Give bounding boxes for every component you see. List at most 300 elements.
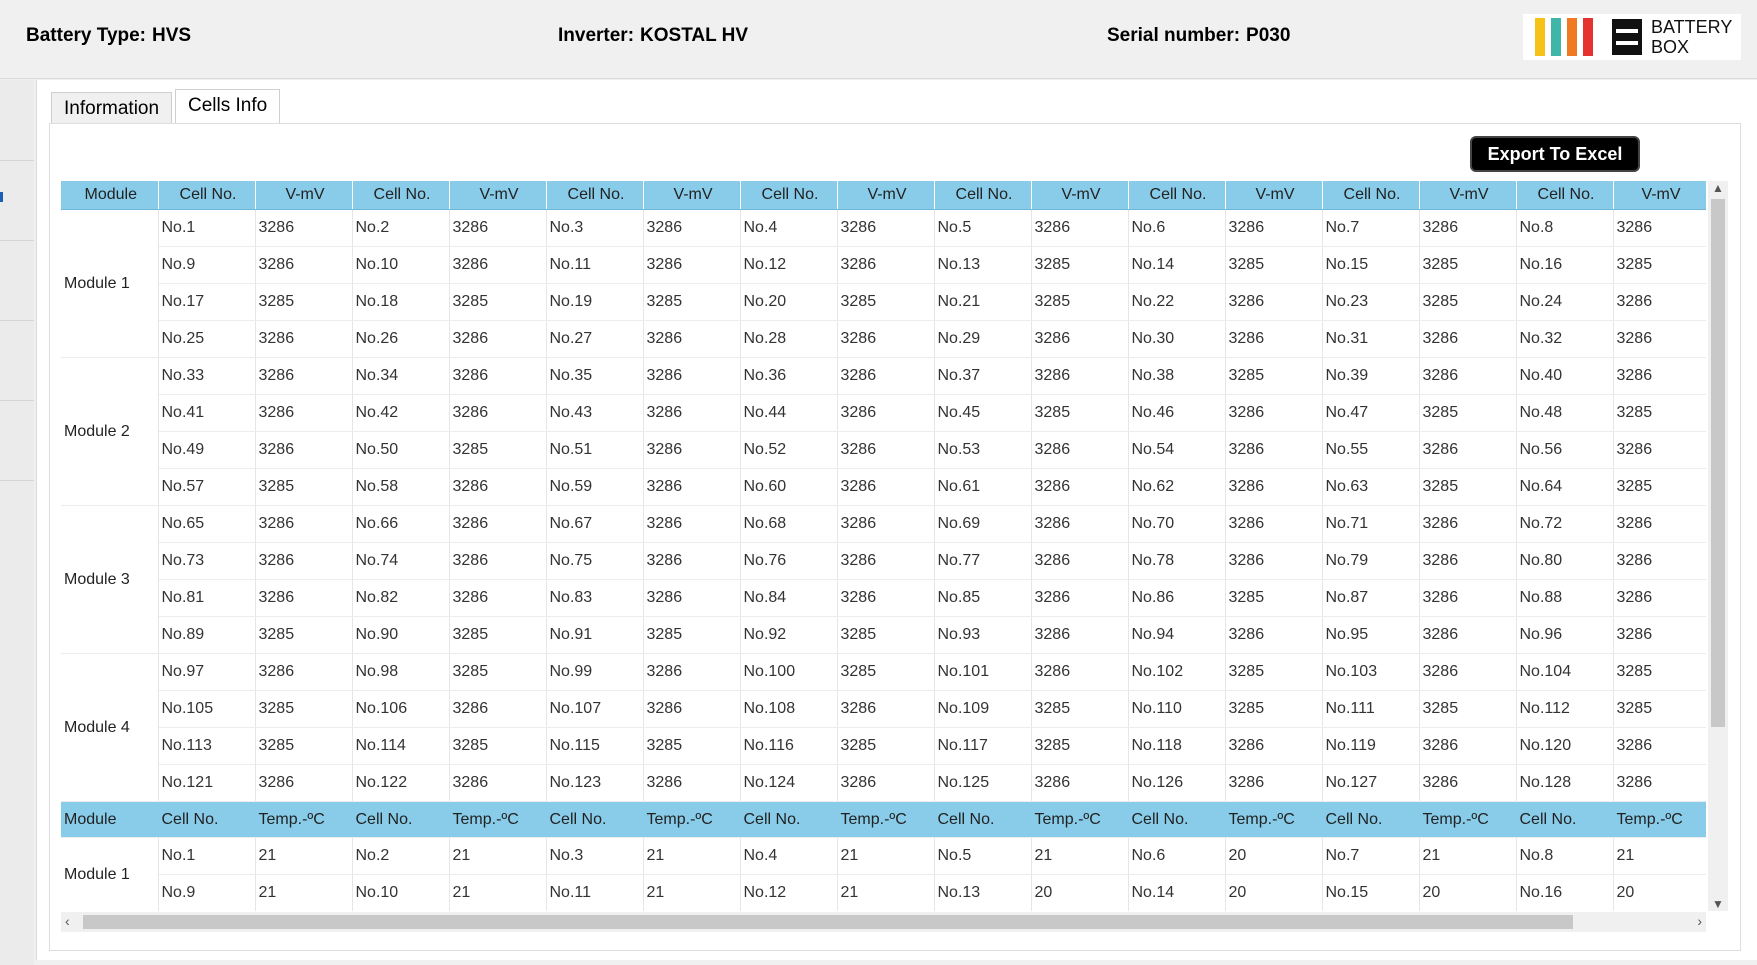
- cell-voltage: 3286: [837, 247, 934, 284]
- cell-voltage: 3286: [255, 543, 352, 580]
- cell-number: No.8: [1516, 838, 1613, 875]
- cell-voltage: 3286: [1613, 432, 1706, 469]
- cell-number: No.53: [934, 432, 1031, 469]
- cell-number: No.6: [1128, 210, 1225, 247]
- cell-number: No.115: [546, 728, 643, 765]
- cell-number: No.5: [934, 210, 1031, 247]
- column-header: V-mV: [255, 181, 352, 210]
- cell-number: No.97: [158, 654, 255, 691]
- cell-voltage: 3285: [449, 654, 546, 691]
- cell-number: No.29: [934, 321, 1031, 358]
- cell-voltage: 3286: [1225, 321, 1322, 358]
- cell-voltage: 3286: [837, 210, 934, 247]
- cell-number: No.15: [1322, 875, 1419, 912]
- sidebar-indicator: [0, 192, 3, 202]
- cell-number: No.103: [1322, 654, 1419, 691]
- cell-voltage: 3286: [1419, 728, 1516, 765]
- cell-number: No.119: [1322, 728, 1419, 765]
- cell-voltage: 3286: [1613, 543, 1706, 580]
- cell-voltage: 3286: [837, 580, 934, 617]
- cell-number: No.12: [740, 247, 837, 284]
- cell-voltage: 3286: [1225, 210, 1322, 247]
- cell-number: No.79: [1322, 543, 1419, 580]
- logo-line1: BATTERY: [1651, 17, 1733, 37]
- column-header: Temp.-ºC: [1225, 802, 1322, 838]
- cell-temperature: 20: [1225, 875, 1322, 912]
- cell-number: No.105: [158, 691, 255, 728]
- cell-temperature: 21: [449, 838, 546, 875]
- cell-voltage: 3286: [1419, 654, 1516, 691]
- cell-number: No.7: [1322, 210, 1419, 247]
- cell-temperature: 21: [255, 875, 352, 912]
- cell-number: No.14: [1128, 247, 1225, 284]
- cell-number: No.9: [158, 247, 255, 284]
- column-header: Temp.-ºC: [1419, 802, 1516, 838]
- cell-number: No.106: [352, 691, 449, 728]
- cell-number: No.107: [546, 691, 643, 728]
- column-header: Cell No.: [546, 802, 643, 838]
- cell-number: No.67: [546, 506, 643, 543]
- cell-voltage: 3286: [255, 247, 352, 284]
- cell-number: No.17: [158, 284, 255, 321]
- cell-number: No.6: [1128, 838, 1225, 875]
- table-row: [61, 247, 1706, 284]
- cell-number: No.55: [1322, 432, 1419, 469]
- cell-number: No.101: [934, 654, 1031, 691]
- cell-temperature: 21: [643, 875, 740, 912]
- column-header: V-mV: [449, 181, 546, 210]
- table-row: [61, 580, 1706, 617]
- cell-voltage: 3285: [643, 284, 740, 321]
- cell-voltage: 3286: [255, 580, 352, 617]
- cell-voltage: 3286: [643, 654, 740, 691]
- column-header: Module: [61, 181, 158, 210]
- header-row: [61, 802, 1706, 838]
- cell-number: No.10: [352, 875, 449, 912]
- cell-number: No.10: [352, 247, 449, 284]
- horizontal-scrollbar[interactable]: [61, 912, 1706, 932]
- cell-temperature: 21: [837, 838, 934, 875]
- column-header: Temp.-ºC: [255, 802, 352, 838]
- column-header: Cell No.: [740, 181, 837, 210]
- inverter-value: KOSTAL HV: [640, 25, 749, 46]
- cell-voltage: 3286: [255, 358, 352, 395]
- cell-number: No.71: [1322, 506, 1419, 543]
- logo-bar-yellow: [1535, 18, 1545, 56]
- column-header: Temp.-ºC: [837, 802, 934, 838]
- cell-voltage: 3286: [1613, 617, 1706, 654]
- cell-voltage: 3285: [1225, 247, 1322, 284]
- cell-voltage: 3286: [1613, 506, 1706, 543]
- cell-voltage: 3286: [1613, 321, 1706, 358]
- cell-voltage: 3286: [643, 432, 740, 469]
- cell-voltage: 3285: [1419, 691, 1516, 728]
- scroll-left-icon[interactable]: ‹: [65, 913, 70, 929]
- cell-voltage: 3286: [1613, 210, 1706, 247]
- battery-type: [26, 25, 191, 47]
- cell-voltage: 3286: [1613, 728, 1706, 765]
- cell-number: No.93: [934, 617, 1031, 654]
- column-header: Cell No.: [1128, 181, 1225, 210]
- cell-number: No.21: [934, 284, 1031, 321]
- sidebar-divider: [0, 320, 34, 321]
- cell-voltage: 3286: [643, 543, 740, 580]
- cell-voltage: 3285: [1613, 654, 1706, 691]
- cell-voltage: 3285: [837, 728, 934, 765]
- cell-number: No.56: [1516, 432, 1613, 469]
- cell-number: No.45: [934, 395, 1031, 432]
- cell-number: No.16: [1516, 875, 1613, 912]
- cell-number: No.9: [158, 875, 255, 912]
- cell-voltage: 3286: [449, 210, 546, 247]
- column-header: V-mV: [1225, 181, 1322, 210]
- sidebar-divider: [0, 480, 34, 481]
- table-row: [61, 432, 1706, 469]
- cell-number: No.83: [546, 580, 643, 617]
- cell-voltage: 3286: [449, 321, 546, 358]
- cell-voltage: 3286: [1031, 321, 1128, 358]
- cell-voltage: 3286: [643, 765, 740, 802]
- cell-number: No.57: [158, 469, 255, 506]
- cell-number: No.22: [1128, 284, 1225, 321]
- cell-number: No.58: [352, 469, 449, 506]
- column-header: V-mV: [1613, 181, 1706, 210]
- cell-number: No.2: [352, 838, 449, 875]
- cell-voltage: 3286: [1031, 617, 1128, 654]
- cell-number: No.87: [1322, 580, 1419, 617]
- cell-voltage: 3286: [1031, 210, 1128, 247]
- cell-number: No.121: [158, 765, 255, 802]
- cell-temperature: 21: [1613, 838, 1706, 875]
- cell-number: No.20: [740, 284, 837, 321]
- cell-number: No.75: [546, 543, 643, 580]
- cell-number: No.4: [740, 210, 837, 247]
- cell-temperature: 20: [1419, 875, 1516, 912]
- cell-number: No.113: [158, 728, 255, 765]
- scroll-right-icon[interactable]: ›: [1697, 913, 1702, 929]
- cell-number: No.51: [546, 432, 643, 469]
- cell-number: No.123: [546, 765, 643, 802]
- module-label: Module 1: [61, 838, 158, 912]
- cell-number: No.80: [1516, 543, 1613, 580]
- cell-voltage: 3286: [449, 580, 546, 617]
- column-header: Cell No.: [1516, 802, 1613, 838]
- vertical-scroll-thumb[interactable]: [1711, 199, 1725, 727]
- logo-text: [1651, 17, 1732, 57]
- cell-voltage: 3286: [1031, 654, 1128, 691]
- cell-voltage: 3286: [1613, 284, 1706, 321]
- table-row: [61, 838, 1706, 875]
- cell-voltage: 3285: [1419, 247, 1516, 284]
- cell-number: No.7: [1322, 838, 1419, 875]
- cell-number: No.111: [1322, 691, 1419, 728]
- sidebar-divider: [0, 240, 34, 241]
- column-header: Cell No.: [1516, 181, 1613, 210]
- cell-number: No.81: [158, 580, 255, 617]
- cell-number: No.50: [352, 432, 449, 469]
- cell-number: No.114: [352, 728, 449, 765]
- cell-voltage: 3286: [837, 395, 934, 432]
- cell-voltage: 3285: [255, 284, 352, 321]
- horizontal-scroll-thumb[interactable]: [83, 915, 1573, 929]
- export-to-excel-button[interactable]: Export To Excel: [1470, 136, 1640, 172]
- cell-voltage: 3285: [1225, 580, 1322, 617]
- scroll-up-icon[interactable]: ▲: [1712, 181, 1724, 195]
- cell-number: No.1: [158, 210, 255, 247]
- cell-number: No.69: [934, 506, 1031, 543]
- cell-number: No.116: [740, 728, 837, 765]
- cell-voltage: 3286: [1419, 358, 1516, 395]
- cell-number: No.84: [740, 580, 837, 617]
- cell-number: No.16: [1516, 247, 1613, 284]
- table-row: [61, 765, 1706, 802]
- cell-voltage: 3286: [1031, 580, 1128, 617]
- cell-number: No.42: [352, 395, 449, 432]
- left-sidebar: [0, 80, 34, 965]
- table-row: [61, 321, 1706, 358]
- cell-voltage: 3286: [255, 321, 352, 358]
- module-label: Module 1: [61, 210, 158, 358]
- column-header: Cell No.: [740, 802, 837, 838]
- table-row: [61, 210, 1706, 247]
- cell-voltage: 3286: [1031, 469, 1128, 506]
- cell-number: No.37: [934, 358, 1031, 395]
- column-header: Temp.-ºC: [1031, 802, 1128, 838]
- cell-voltage: 3285: [449, 284, 546, 321]
- cell-voltage: 3285: [1613, 395, 1706, 432]
- cell-temperature: 20: [1613, 875, 1706, 912]
- cell-voltage: 3285: [1419, 469, 1516, 506]
- vertical-scrollbar[interactable]: [1708, 181, 1728, 911]
- cell-voltage: 3285: [643, 728, 740, 765]
- column-header: Cell No.: [158, 181, 255, 210]
- cell-voltage: 3286: [1031, 432, 1128, 469]
- cell-voltage: 3285: [1613, 691, 1706, 728]
- cell-number: No.74: [352, 543, 449, 580]
- cell-voltage: 3285: [1225, 654, 1322, 691]
- cell-number: No.78: [1128, 543, 1225, 580]
- inverter: [558, 25, 748, 47]
- table-row: [61, 358, 1706, 395]
- cell-number: No.112: [1516, 691, 1613, 728]
- cell-number: No.15: [1322, 247, 1419, 284]
- table-row: [61, 654, 1706, 691]
- cell-temperature: 21: [643, 838, 740, 875]
- cell-number: No.122: [352, 765, 449, 802]
- cell-voltage: 3286: [449, 358, 546, 395]
- table-row: [61, 875, 1706, 912]
- cell-voltage: 3286: [837, 321, 934, 358]
- cell-number: No.24: [1516, 284, 1613, 321]
- column-header: Cell No.: [352, 802, 449, 838]
- cell-voltage: 3285: [255, 617, 352, 654]
- cell-voltage: 3286: [1031, 358, 1128, 395]
- cell-voltage: 3286: [255, 654, 352, 691]
- cell-number: No.126: [1128, 765, 1225, 802]
- cell-number: No.61: [934, 469, 1031, 506]
- cell-number: No.68: [740, 506, 837, 543]
- cell-voltage: 3286: [837, 543, 934, 580]
- cell-number: No.1: [158, 838, 255, 875]
- logo-bar-orange: [1567, 18, 1577, 56]
- cell-voltage: 3285: [1419, 284, 1516, 321]
- cell-number: No.52: [740, 432, 837, 469]
- column-header: Cell No.: [1322, 802, 1419, 838]
- cell-voltage: 3286: [643, 469, 740, 506]
- cell-voltage: 3286: [1225, 284, 1322, 321]
- cell-voltage: 3285: [1031, 247, 1128, 284]
- cell-voltage: 3286: [643, 247, 740, 284]
- cell-number: No.77: [934, 543, 1031, 580]
- logo-bar-teal: [1551, 18, 1561, 56]
- column-header: Temp.-ºC: [643, 802, 740, 838]
- cell-number: No.31: [1322, 321, 1419, 358]
- cell-voltage: 3286: [1419, 506, 1516, 543]
- cell-number: No.59: [546, 469, 643, 506]
- module-label: Module 2: [61, 358, 158, 506]
- column-header: V-mV: [643, 181, 740, 210]
- cell-voltage: 3285: [1225, 358, 1322, 395]
- cell-voltage: 3286: [1225, 765, 1322, 802]
- battery-box-icon: [1612, 19, 1642, 55]
- cell-number: No.96: [1516, 617, 1613, 654]
- cell-voltage: 3286: [449, 543, 546, 580]
- scroll-down-icon[interactable]: ▼: [1712, 897, 1724, 911]
- cell-voltage: 3285: [449, 728, 546, 765]
- cell-temperature: 21: [255, 838, 352, 875]
- cell-temperature: 21: [449, 875, 546, 912]
- cell-number: No.110: [1128, 691, 1225, 728]
- main-panel: [36, 80, 1757, 960]
- cell-number: No.23: [1322, 284, 1419, 321]
- cell-voltage: 3286: [1419, 543, 1516, 580]
- cell-voltage: 3285: [643, 617, 740, 654]
- cell-voltage: 3286: [1225, 617, 1322, 654]
- cell-number: No.19: [546, 284, 643, 321]
- sidebar-divider: [0, 160, 34, 161]
- cell-voltage: 3286: [1031, 506, 1128, 543]
- cell-voltage: 3286: [255, 432, 352, 469]
- column-header: Module: [61, 802, 158, 838]
- cell-number: No.118: [1128, 728, 1225, 765]
- cell-number: No.90: [352, 617, 449, 654]
- cell-voltage: 3286: [449, 506, 546, 543]
- cell-number: No.25: [158, 321, 255, 358]
- serial-number: [1107, 25, 1290, 47]
- cell-number: No.73: [158, 543, 255, 580]
- column-header: V-mV: [1419, 181, 1516, 210]
- cell-number: No.124: [740, 765, 837, 802]
- table-row: [61, 284, 1706, 321]
- cell-voltage: 3286: [1225, 728, 1322, 765]
- cell-voltage: 3286: [449, 395, 546, 432]
- cell-number: No.92: [740, 617, 837, 654]
- cell-number: No.4: [740, 838, 837, 875]
- cell-voltage: 3286: [1613, 580, 1706, 617]
- cell-number: No.28: [740, 321, 837, 358]
- cell-voltage: 3285: [1225, 691, 1322, 728]
- battery-type-label: Battery Type:: [26, 25, 147, 46]
- column-header: Cell No.: [1128, 802, 1225, 838]
- battery-box-logo: [1523, 14, 1741, 60]
- cell-voltage: 3285: [255, 469, 352, 506]
- cell-number: No.49: [158, 432, 255, 469]
- table-row: [61, 506, 1706, 543]
- cells-table: [61, 181, 1706, 911]
- cell-number: No.43: [546, 395, 643, 432]
- cell-number: No.94: [1128, 617, 1225, 654]
- cell-voltage: 3286: [255, 506, 352, 543]
- sidebar-divider: [0, 400, 34, 401]
- cell-number: No.89: [158, 617, 255, 654]
- cell-number: No.35: [546, 358, 643, 395]
- cell-voltage: 3285: [1031, 284, 1128, 321]
- column-header: Cell No.: [546, 181, 643, 210]
- cell-voltage: 3285: [1031, 691, 1128, 728]
- cell-number: No.18: [352, 284, 449, 321]
- cell-voltage: 3286: [837, 691, 934, 728]
- cell-temperature: 20: [1031, 875, 1128, 912]
- cell-number: No.5: [934, 838, 1031, 875]
- tab-information[interactable]: Information: [51, 92, 172, 125]
- cell-voltage: 3285: [1613, 469, 1706, 506]
- cell-voltage: 3286: [643, 506, 740, 543]
- serial-value: P030: [1246, 25, 1291, 46]
- cell-number: No.3: [546, 838, 643, 875]
- cell-voltage: 3285: [837, 617, 934, 654]
- cell-number: No.11: [546, 875, 643, 912]
- cell-voltage: 3286: [1031, 543, 1128, 580]
- cell-number: No.108: [740, 691, 837, 728]
- cell-number: No.26: [352, 321, 449, 358]
- cell-number: No.2: [352, 210, 449, 247]
- cell-voltage: 3286: [1225, 469, 1322, 506]
- cell-number: No.47: [1322, 395, 1419, 432]
- cell-voltage: 3286: [255, 210, 352, 247]
- cells-grid: [61, 181, 1706, 911]
- cell-number: No.12: [740, 875, 837, 912]
- column-header: Cell No.: [934, 181, 1031, 210]
- cell-number: No.99: [546, 654, 643, 691]
- cell-voltage: 3286: [1031, 765, 1128, 802]
- module-label: Module 4: [61, 654, 158, 802]
- cell-voltage: 3286: [643, 321, 740, 358]
- cell-number: No.65: [158, 506, 255, 543]
- cell-voltage: 3286: [1613, 358, 1706, 395]
- cell-number: No.127: [1322, 765, 1419, 802]
- top-header: [0, 0, 1757, 79]
- tab-cells-info[interactable]: Cells Info: [175, 89, 280, 125]
- battery-type-value: HVS: [152, 25, 192, 46]
- table-row: [61, 469, 1706, 506]
- cell-voltage: 3286: [1225, 395, 1322, 432]
- cell-voltage: 3285: [1419, 395, 1516, 432]
- cell-number: No.63: [1322, 469, 1419, 506]
- cell-number: No.128: [1516, 765, 1613, 802]
- cell-number: No.82: [352, 580, 449, 617]
- cell-voltage: 3286: [1419, 432, 1516, 469]
- cell-number: No.13: [934, 247, 1031, 284]
- cell-voltage: 3286: [837, 358, 934, 395]
- column-header: Temp.-ºC: [449, 802, 546, 838]
- cell-number: No.64: [1516, 469, 1613, 506]
- cell-voltage: 3286: [643, 358, 740, 395]
- cell-voltage: 3286: [449, 247, 546, 284]
- column-header: Cell No.: [934, 802, 1031, 838]
- cell-number: No.27: [546, 321, 643, 358]
- cell-voltage: 3286: [1419, 617, 1516, 654]
- column-header: V-mV: [837, 181, 934, 210]
